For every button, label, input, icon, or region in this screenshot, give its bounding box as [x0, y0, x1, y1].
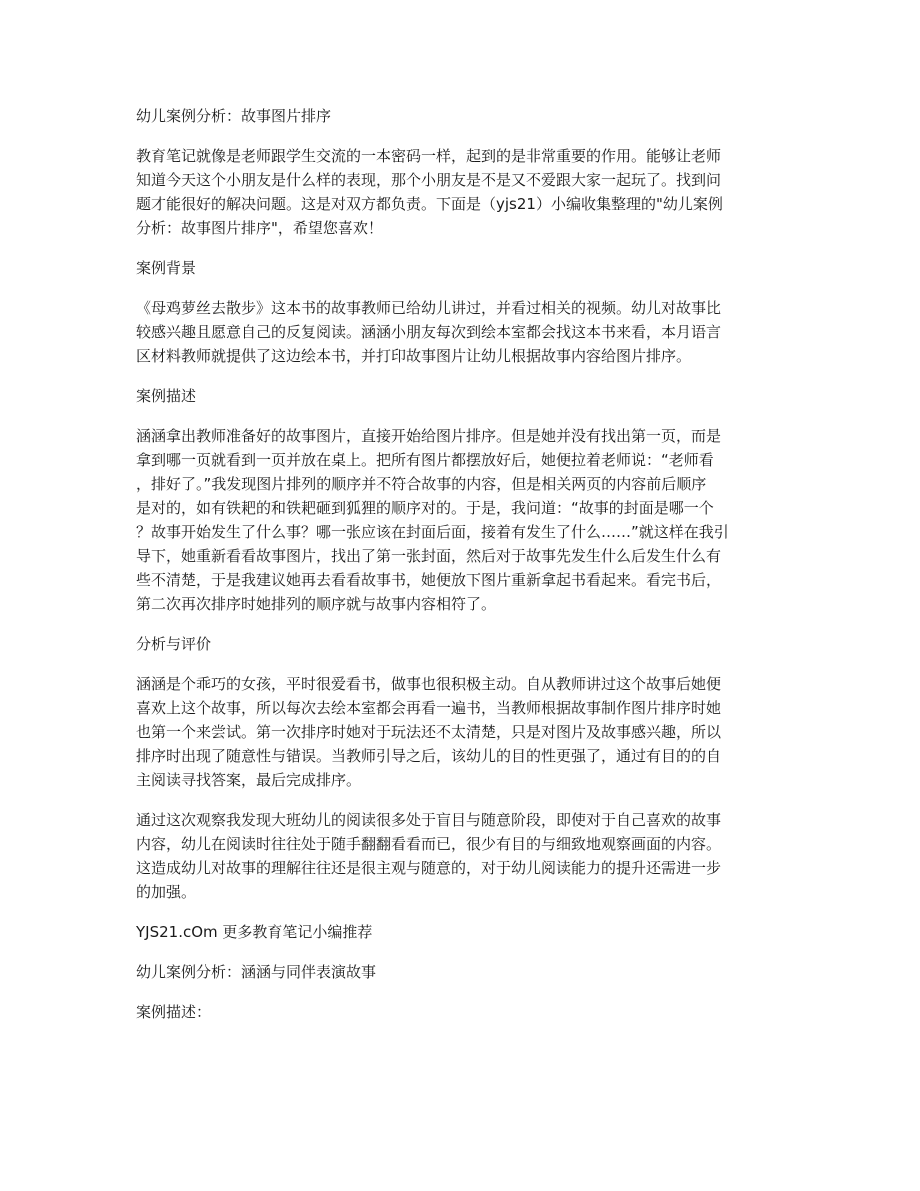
text-line: 主阅读寻找答案，最后完成排序。	[136, 771, 362, 789]
section-heading-analysis: 分析与评价	[136, 635, 212, 653]
description-paragraph	[136, 424, 784, 616]
intro-paragraph	[136, 144, 784, 240]
text-line: 题才能很好的解决问题。这是对双方都负责。下面是（yjs21）小编收集整理的"幼儿案例	[136, 195, 723, 213]
text-line: 拿到哪一页就看到一页并放在桌上。把所有图片都摆放好后，她便拉着老师说：“老师看	[136, 451, 714, 469]
text-line: ，排好了。”我发现图片排列的顺序并不符合故事的内容，但是相关两页的内容前后顺序	[136, 475, 707, 493]
section-heading-description: 案例描述	[136, 387, 197, 405]
text-line: 也第一个来尝试。第一次排序时她对于玩法还不太清楚，只是对图片及故事感兴趣，所以	[136, 723, 722, 741]
text-line: 《母鸡萝丝去散步》这本书的故事教师已给幼儿讲过，并看过相关的视频。幼儿对故事比	[136, 299, 722, 317]
text-line: 导下，她重新看看故事图片，找出了第一张封面，然后对于故事先发生什么后发生什么有	[136, 547, 722, 565]
text-line: 涵涵是个乖巧的女孩，平时很爱看书，做事也很积极主动。自从教师讲过这个故事后她便	[136, 675, 722, 693]
text-line: ？故事开始发生了什么事？哪一张应该在封面后面，接着有发生了什么……”就这样在我引	[136, 523, 729, 541]
text-line: 较感兴趣且愿意自己的反复阅读。涵涵小朋友每次到绘本室都会找这本书来看，本月语言	[136, 323, 722, 341]
text-line: 教育笔记就像是老师跟学生交流的一本密码一样，起到的是非常重要的作用。能够让老师	[136, 147, 722, 165]
text-line: 些不清楚，于是我建议她再去看看故事书，她便放下图片重新拿起书看起来。看完书后，	[136, 571, 722, 589]
recommend-line: YJS21.cOm 更多教育笔记小编推荐	[136, 923, 373, 941]
text-line: 区材料教师就提供了这边绘本书，并打印故事图片让幼儿根据故事内容给图片排序。	[136, 347, 692, 365]
background-paragraph	[136, 296, 784, 368]
analysis-paragraph-2	[136, 808, 784, 904]
document-page	[136, 104, 784, 1024]
next-section-heading: 案例描述：	[136, 1003, 212, 1021]
text-line: 的加强。	[136, 883, 197, 901]
text-line: 通过这次观察我发现大班幼儿的阅读很多处于盲目与随意阶段，即使对于自己喜欢的故事	[136, 811, 722, 829]
document-title: 幼儿案例分析：故事图片排序	[136, 107, 332, 125]
text-line: 分析：故事图片排序"，希望您喜欢！	[136, 219, 383, 237]
text-line: 喜欢上这个故事，所以每次去绘本室都会再看一遍书，当教师根据故事制作图片排序时她	[136, 699, 722, 717]
analysis-paragraph-1	[136, 672, 784, 792]
text-line: 是对的，如有铁耙的和铁耙砸到狐狸的顺序对的。于是，我问道：“故事的封面是哪一个	[136, 499, 714, 517]
text-line: 排序时出现了随意性与错误。当教师引导之后，该幼儿的目的性更强了，通过有目的的自	[136, 747, 722, 765]
next-article-title: 幼儿案例分析：涵涵与同伴表演故事	[136, 963, 377, 981]
section-heading-background: 案例背景	[136, 259, 197, 277]
text-line: 内容，幼儿在阅读时往往处于随手翻翻看看而已，很少有目的与细致地观察画面的内容。	[136, 835, 722, 853]
text-line: 涵涵拿出教师准备好的故事图片，直接开始给图片排序。但是她并没有找出第一页，而是	[136, 427, 722, 445]
text-line: 第二次再次排序时她排列的顺序就与故事内容相符了。	[136, 595, 497, 613]
text-line: 知道今天这个小朋友是什么样的表现，那个小朋友是不是又不爱跟大家一起玩了。找到问	[136, 171, 722, 189]
text-line: 这造成幼儿对故事的理解往往还是很主观与随意的，对于幼儿阅读能力的提升还需进一步	[136, 859, 722, 877]
